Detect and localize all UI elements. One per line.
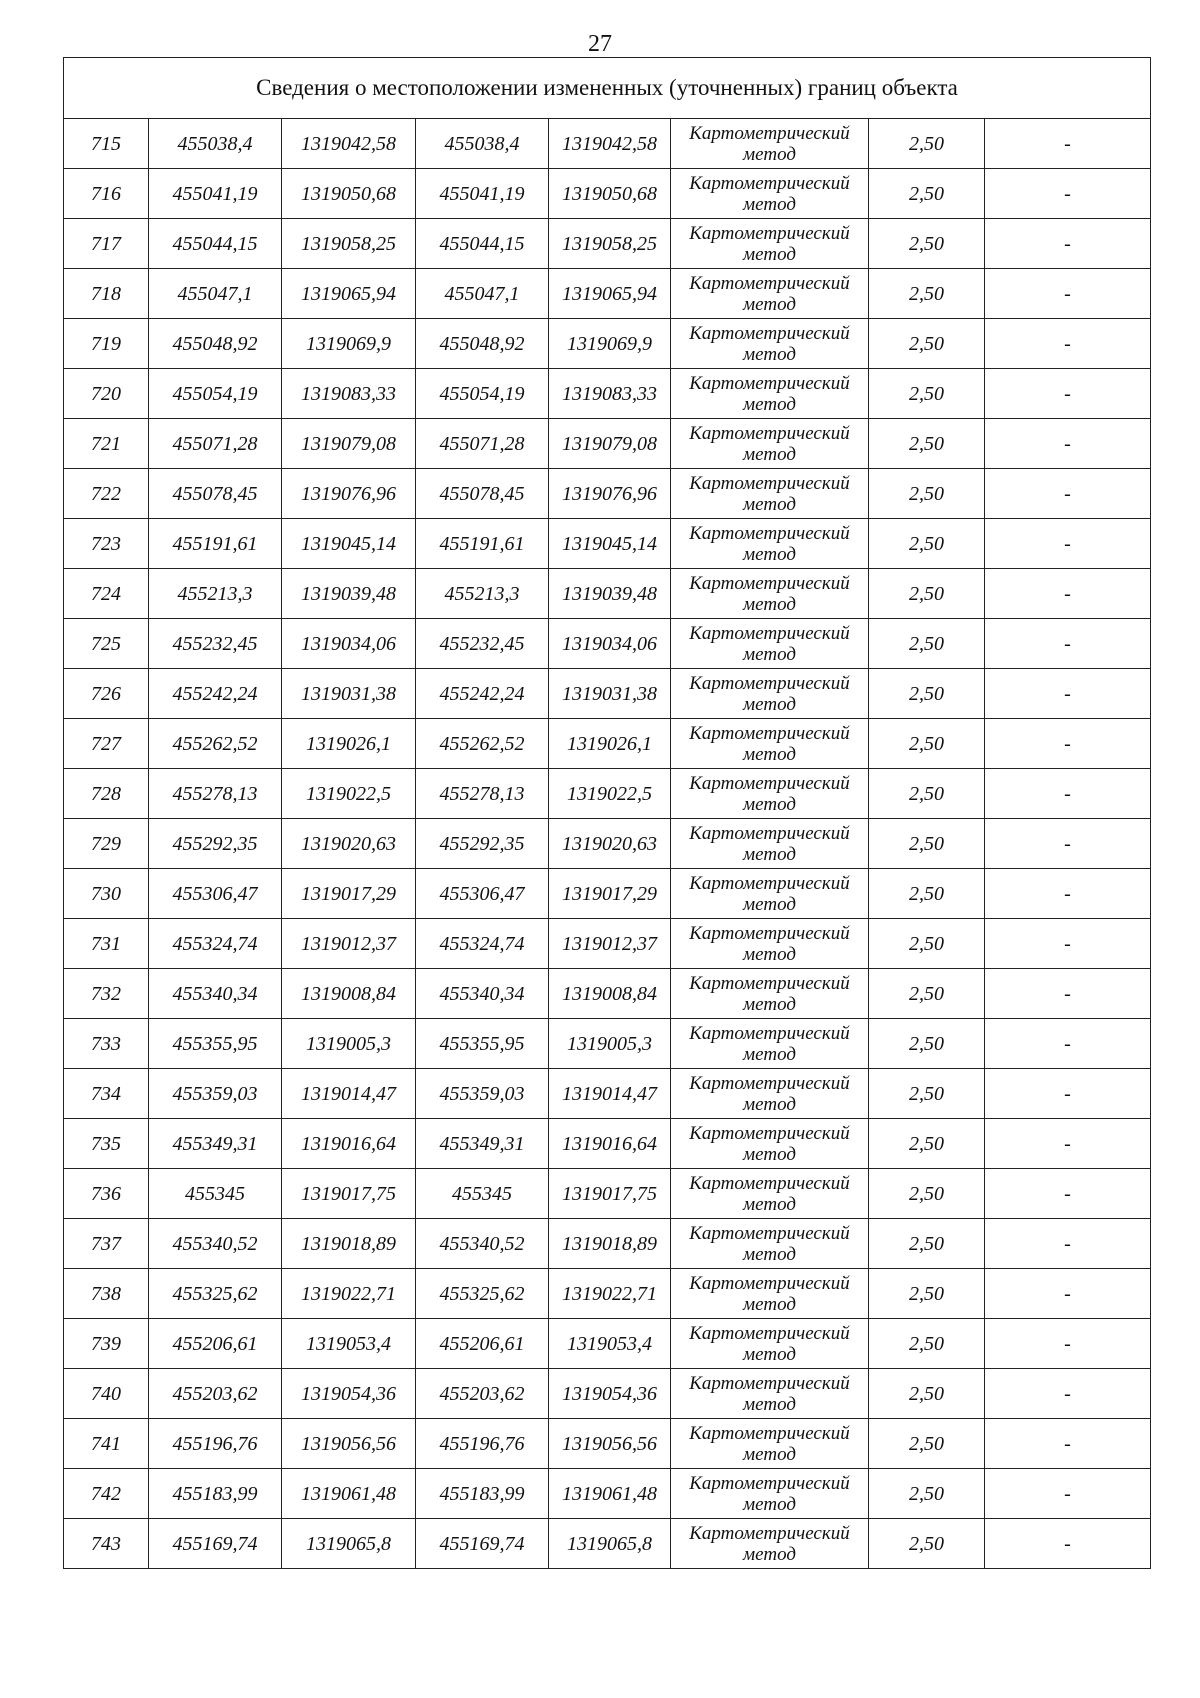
method-cell: Картометрический метод — [671, 469, 869, 519]
point-number-cell: 718 — [64, 269, 149, 319]
accuracy-cell: 2,50 — [869, 419, 985, 469]
note-cell: - — [985, 1519, 1151, 1569]
point-number-cell: 736 — [64, 1169, 149, 1219]
note-cell: - — [985, 1219, 1151, 1269]
y-coordinate-refined-cell: 1319053,4 — [549, 1319, 671, 1369]
accuracy-cell: 2,50 — [869, 619, 985, 669]
x-coordinate-existing-cell: 455213,3 — [149, 569, 282, 619]
y-coordinate-refined-cell: 1319065,8 — [549, 1519, 671, 1569]
x-coordinate-existing-cell: 455196,76 — [149, 1419, 282, 1469]
point-number-cell: 737 — [64, 1219, 149, 1269]
y-coordinate-existing-cell: 1319031,38 — [282, 669, 416, 719]
point-number-cell: 723 — [64, 519, 149, 569]
x-coordinate-refined-cell: 455292,35 — [416, 819, 549, 869]
accuracy-cell: 2,50 — [869, 969, 985, 1019]
x-coordinate-refined-cell: 455196,76 — [416, 1419, 549, 1469]
x-coordinate-refined-cell: 455278,13 — [416, 769, 549, 819]
point-number-cell: 717 — [64, 219, 149, 269]
y-coordinate-existing-cell: 1319079,08 — [282, 419, 416, 469]
x-coordinate-refined-cell: 455078,45 — [416, 469, 549, 519]
note-cell: - — [985, 469, 1151, 519]
y-coordinate-refined-cell: 1319054,36 — [549, 1369, 671, 1419]
x-coordinate-existing-cell: 455206,61 — [149, 1319, 282, 1369]
table-row — [64, 369, 1151, 419]
x-coordinate-existing-cell: 455292,35 — [149, 819, 282, 869]
table-row — [64, 1469, 1151, 1519]
table-row — [64, 1219, 1151, 1269]
note-cell: - — [985, 219, 1151, 269]
note-cell: - — [985, 419, 1151, 469]
note-cell: - — [985, 1119, 1151, 1169]
y-coordinate-refined-cell: 1319065,94 — [549, 269, 671, 319]
y-coordinate-existing-cell: 1319020,63 — [282, 819, 416, 869]
method-cell: Картометрический метод — [671, 1219, 869, 1269]
table-row — [64, 1419, 1151, 1469]
point-number-cell: 739 — [64, 1319, 149, 1369]
x-coordinate-existing-cell: 455349,31 — [149, 1119, 282, 1169]
y-coordinate-existing-cell: 1319042,58 — [282, 119, 416, 169]
x-coordinate-existing-cell: 455048,92 — [149, 319, 282, 369]
x-coordinate-existing-cell: 455324,74 — [149, 919, 282, 969]
y-coordinate-refined-cell: 1319039,48 — [549, 569, 671, 619]
accuracy-cell: 2,50 — [869, 719, 985, 769]
table-row — [64, 469, 1151, 519]
note-cell: - — [985, 969, 1151, 1019]
point-number-cell: 738 — [64, 1269, 149, 1319]
method-cell: Картометрический метод — [671, 519, 869, 569]
table-row — [64, 1169, 1151, 1219]
y-coordinate-existing-cell: 1319022,5 — [282, 769, 416, 819]
x-coordinate-refined-cell: 455054,19 — [416, 369, 549, 419]
note-cell: - — [985, 1169, 1151, 1219]
method-cell: Картометрический метод — [671, 1169, 869, 1219]
accuracy-cell: 2,50 — [869, 769, 985, 819]
point-number-cell: 724 — [64, 569, 149, 619]
table-row — [64, 569, 1151, 619]
y-coordinate-existing-cell: 1319056,56 — [282, 1419, 416, 1469]
x-coordinate-existing-cell: 455325,62 — [149, 1269, 282, 1319]
x-coordinate-refined-cell: 455340,52 — [416, 1219, 549, 1269]
method-cell: Картометрический метод — [671, 369, 869, 419]
x-coordinate-existing-cell: 455359,03 — [149, 1069, 282, 1119]
accuracy-cell: 2,50 — [869, 269, 985, 319]
method-cell: Картометрический метод — [671, 969, 869, 1019]
note-cell: - — [985, 669, 1151, 719]
x-coordinate-existing-cell: 455044,15 — [149, 219, 282, 269]
y-coordinate-refined-cell: 1319031,38 — [549, 669, 671, 719]
note-cell: - — [985, 1419, 1151, 1469]
x-coordinate-refined-cell: 455262,52 — [416, 719, 549, 769]
note-cell: - — [985, 1019, 1151, 1069]
x-coordinate-refined-cell: 455038,4 — [416, 119, 549, 169]
table-row — [64, 1519, 1151, 1569]
x-coordinate-existing-cell: 455340,52 — [149, 1219, 282, 1269]
table-row — [64, 219, 1151, 269]
accuracy-cell: 2,50 — [869, 869, 985, 919]
y-coordinate-existing-cell: 1319083,33 — [282, 369, 416, 419]
point-number-cell: 731 — [64, 919, 149, 969]
x-coordinate-refined-cell: 455232,45 — [416, 619, 549, 669]
method-cell: Картометрический метод — [671, 1469, 869, 1519]
note-cell: - — [985, 169, 1151, 219]
y-coordinate-refined-cell: 1319026,1 — [549, 719, 671, 769]
method-cell: Картометрический метод — [671, 1419, 869, 1469]
method-cell: Картометрический метод — [671, 1119, 869, 1169]
point-number-cell: 727 — [64, 719, 149, 769]
y-coordinate-refined-cell: 1319083,33 — [549, 369, 671, 419]
y-coordinate-refined-cell: 1319034,06 — [549, 619, 671, 669]
table-row — [64, 919, 1151, 969]
method-cell: Картометрический метод — [671, 719, 869, 769]
y-coordinate-refined-cell: 1319008,84 — [549, 969, 671, 1019]
note-cell: - — [985, 369, 1151, 419]
y-coordinate-existing-cell: 1319018,89 — [282, 1219, 416, 1269]
note-cell: - — [985, 1269, 1151, 1319]
accuracy-cell: 2,50 — [869, 1519, 985, 1569]
x-coordinate-refined-cell: 455044,15 — [416, 219, 549, 269]
x-coordinate-refined-cell: 455355,95 — [416, 1019, 549, 1069]
accuracy-cell: 2,50 — [869, 1169, 985, 1219]
method-cell: Картометрический метод — [671, 1069, 869, 1119]
y-coordinate-existing-cell: 1319022,71 — [282, 1269, 416, 1319]
table-row — [64, 519, 1151, 569]
y-coordinate-existing-cell: 1319065,8 — [282, 1519, 416, 1569]
table-row — [64, 1119, 1151, 1169]
accuracy-cell: 2,50 — [869, 669, 985, 719]
x-coordinate-existing-cell: 455232,45 — [149, 619, 282, 669]
x-coordinate-refined-cell: 455041,19 — [416, 169, 549, 219]
y-coordinate-existing-cell: 1319050,68 — [282, 169, 416, 219]
y-coordinate-refined-cell: 1319076,96 — [549, 469, 671, 519]
y-coordinate-refined-cell: 1319061,48 — [549, 1469, 671, 1519]
x-coordinate-refined-cell: 455306,47 — [416, 869, 549, 919]
accuracy-cell: 2,50 — [869, 369, 985, 419]
x-coordinate-existing-cell: 455340,34 — [149, 969, 282, 1019]
point-number-cell: 721 — [64, 419, 149, 469]
x-coordinate-refined-cell: 455345 — [416, 1169, 549, 1219]
note-cell: - — [985, 269, 1151, 319]
x-coordinate-existing-cell: 455242,24 — [149, 669, 282, 719]
x-coordinate-refined-cell: 455349,31 — [416, 1119, 549, 1169]
point-number-cell: 722 — [64, 469, 149, 519]
note-cell: - — [985, 819, 1151, 869]
x-coordinate-existing-cell: 455071,28 — [149, 419, 282, 469]
point-number-cell: 740 — [64, 1369, 149, 1419]
y-coordinate-refined-cell: 1319058,25 — [549, 219, 671, 269]
point-number-cell: 729 — [64, 819, 149, 869]
accuracy-cell: 2,50 — [869, 1269, 985, 1319]
x-coordinate-refined-cell: 455340,34 — [416, 969, 549, 1019]
method-cell: Картометрический метод — [671, 219, 869, 269]
point-number-cell: 730 — [64, 869, 149, 919]
point-number-cell: 735 — [64, 1119, 149, 1169]
x-coordinate-refined-cell: 455325,62 — [416, 1269, 549, 1319]
y-coordinate-existing-cell: 1319005,3 — [282, 1019, 416, 1069]
accuracy-cell: 2,50 — [869, 1469, 985, 1519]
y-coordinate-refined-cell: 1319014,47 — [549, 1069, 671, 1119]
note-cell: - — [985, 319, 1151, 369]
x-coordinate-existing-cell: 455038,4 — [149, 119, 282, 169]
x-coordinate-existing-cell: 455262,52 — [149, 719, 282, 769]
accuracy-cell: 2,50 — [869, 819, 985, 869]
table-row — [64, 869, 1151, 919]
method-cell: Картометрический метод — [671, 319, 869, 369]
point-number-cell: 728 — [64, 769, 149, 819]
y-coordinate-existing-cell: 1319054,36 — [282, 1369, 416, 1419]
table-row — [64, 269, 1151, 319]
table-row — [64, 969, 1151, 1019]
point-number-cell: 719 — [64, 319, 149, 369]
method-cell: Картометрический метод — [671, 1319, 869, 1369]
point-number-cell: 720 — [64, 369, 149, 419]
method-cell: Картометрический метод — [671, 819, 869, 869]
method-cell: Картометрический метод — [671, 669, 869, 719]
table-row — [64, 619, 1151, 669]
method-cell: Картометрический метод — [671, 1269, 869, 1319]
table-row — [64, 1369, 1151, 1419]
y-coordinate-existing-cell: 1319069,9 — [282, 319, 416, 369]
note-cell: - — [985, 919, 1151, 969]
x-coordinate-refined-cell: 455071,28 — [416, 419, 549, 469]
accuracy-cell: 2,50 — [869, 1219, 985, 1269]
y-coordinate-refined-cell: 1319005,3 — [549, 1019, 671, 1069]
table-row — [64, 319, 1151, 369]
point-number-cell: 734 — [64, 1069, 149, 1119]
note-cell: - — [985, 719, 1151, 769]
accuracy-cell: 2,50 — [869, 219, 985, 269]
y-coordinate-refined-cell: 1319045,14 — [549, 519, 671, 569]
accuracy-cell: 2,50 — [869, 1319, 985, 1369]
y-coordinate-refined-cell: 1319017,29 — [549, 869, 671, 919]
point-number-cell: 732 — [64, 969, 149, 1019]
y-coordinate-existing-cell: 1319045,14 — [282, 519, 416, 569]
y-coordinate-refined-cell: 1319012,37 — [549, 919, 671, 969]
method-cell: Картометрический метод — [671, 1369, 869, 1419]
x-coordinate-refined-cell: 455183,99 — [416, 1469, 549, 1519]
y-coordinate-refined-cell: 1319069,9 — [549, 319, 671, 369]
y-coordinate-existing-cell: 1319014,47 — [282, 1069, 416, 1119]
x-coordinate-refined-cell: 455206,61 — [416, 1319, 549, 1369]
note-cell: - — [985, 569, 1151, 619]
y-coordinate-existing-cell: 1319008,84 — [282, 969, 416, 1019]
point-number-cell: 726 — [64, 669, 149, 719]
note-cell: - — [985, 619, 1151, 669]
y-coordinate-existing-cell: 1319012,37 — [282, 919, 416, 969]
x-coordinate-refined-cell: 455213,3 — [416, 569, 549, 619]
note-cell: - — [985, 1069, 1151, 1119]
point-number-cell: 725 — [64, 619, 149, 669]
y-coordinate-existing-cell: 1319034,06 — [282, 619, 416, 669]
accuracy-cell: 2,50 — [869, 1419, 985, 1469]
method-cell: Картометрический метод — [671, 119, 869, 169]
method-cell: Картометрический метод — [671, 1519, 869, 1569]
y-coordinate-existing-cell: 1319026,1 — [282, 719, 416, 769]
y-coordinate-refined-cell: 1319050,68 — [549, 169, 671, 219]
y-coordinate-existing-cell: 1319065,94 — [282, 269, 416, 319]
x-coordinate-existing-cell: 455306,47 — [149, 869, 282, 919]
y-coordinate-refined-cell: 1319022,5 — [549, 769, 671, 819]
x-coordinate-existing-cell: 455041,19 — [149, 169, 282, 219]
point-number-cell: 741 — [64, 1419, 149, 1469]
method-cell: Картометрический метод — [671, 869, 869, 919]
y-coordinate-refined-cell: 1319017,75 — [549, 1169, 671, 1219]
method-cell: Картометрический метод — [671, 169, 869, 219]
note-cell: - — [985, 1369, 1151, 1419]
table-row — [64, 819, 1151, 869]
coordinates-table — [63, 57, 1151, 1569]
y-coordinate-existing-cell: 1319053,4 — [282, 1319, 416, 1369]
page-number: 27 — [588, 31, 612, 57]
table-row — [64, 719, 1151, 769]
x-coordinate-existing-cell: 455345 — [149, 1169, 282, 1219]
x-coordinate-existing-cell: 455278,13 — [149, 769, 282, 819]
y-coordinate-existing-cell: 1319017,29 — [282, 869, 416, 919]
x-coordinate-refined-cell: 455242,24 — [416, 669, 549, 719]
y-coordinate-existing-cell: 1319061,48 — [282, 1469, 416, 1519]
note-cell: - — [985, 869, 1151, 919]
method-cell: Картометрический метод — [671, 619, 869, 669]
accuracy-cell: 2,50 — [869, 119, 985, 169]
x-coordinate-existing-cell: 455191,61 — [149, 519, 282, 569]
table-title-row — [64, 58, 1151, 119]
method-cell: Картометрический метод — [671, 269, 869, 319]
accuracy-cell: 2,50 — [869, 169, 985, 219]
note-cell: - — [985, 519, 1151, 569]
table-row — [64, 1019, 1151, 1069]
y-coordinate-refined-cell: 1319020,63 — [549, 819, 671, 869]
accuracy-cell: 2,50 — [869, 469, 985, 519]
accuracy-cell: 2,50 — [869, 919, 985, 969]
y-coordinate-refined-cell: 1319022,71 — [549, 1269, 671, 1319]
x-coordinate-existing-cell: 455183,99 — [149, 1469, 282, 1519]
method-cell: Картометрический метод — [671, 769, 869, 819]
accuracy-cell: 2,50 — [869, 1069, 985, 1119]
accuracy-cell: 2,50 — [869, 569, 985, 619]
table-row — [64, 669, 1151, 719]
accuracy-cell: 2,50 — [869, 1119, 985, 1169]
table-row — [64, 1269, 1151, 1319]
x-coordinate-refined-cell: 455324,74 — [416, 919, 549, 969]
point-number-cell: 715 — [64, 119, 149, 169]
y-coordinate-existing-cell: 1319017,75 — [282, 1169, 416, 1219]
y-coordinate-refined-cell: 1319018,89 — [549, 1219, 671, 1269]
x-coordinate-refined-cell: 455169,74 — [416, 1519, 549, 1569]
x-coordinate-existing-cell: 455047,1 — [149, 269, 282, 319]
accuracy-cell: 2,50 — [869, 1369, 985, 1419]
x-coordinate-existing-cell: 455078,45 — [149, 469, 282, 519]
y-coordinate-refined-cell: 1319056,56 — [549, 1419, 671, 1469]
note-cell: - — [985, 119, 1151, 169]
x-coordinate-existing-cell: 455203,62 — [149, 1369, 282, 1419]
x-coordinate-refined-cell: 455359,03 — [416, 1069, 549, 1119]
table-row — [64, 119, 1151, 169]
x-coordinate-refined-cell: 455191,61 — [416, 519, 549, 569]
method-cell: Картометрический метод — [671, 569, 869, 619]
table-row — [64, 169, 1151, 219]
y-coordinate-refined-cell: 1319042,58 — [549, 119, 671, 169]
point-number-cell: 733 — [64, 1019, 149, 1069]
y-coordinate-existing-cell: 1319058,25 — [282, 219, 416, 269]
method-cell: Картометрический метод — [671, 1019, 869, 1069]
x-coordinate-refined-cell: 455048,92 — [416, 319, 549, 369]
table-title: Сведения о местоположении измененных (уточненных) границ объекта — [64, 58, 1151, 119]
x-coordinate-existing-cell: 455054,19 — [149, 369, 282, 419]
accuracy-cell: 2,50 — [869, 519, 985, 569]
table-row — [64, 769, 1151, 819]
y-coordinate-existing-cell: 1319076,96 — [282, 469, 416, 519]
y-coordinate-existing-cell: 1319016,64 — [282, 1119, 416, 1169]
x-coordinate-existing-cell: 455355,95 — [149, 1019, 282, 1069]
point-number-cell: 743 — [64, 1519, 149, 1569]
y-coordinate-refined-cell: 1319016,64 — [549, 1119, 671, 1169]
note-cell: - — [985, 769, 1151, 819]
x-coordinate-existing-cell: 455169,74 — [149, 1519, 282, 1569]
note-cell: - — [985, 1319, 1151, 1369]
y-coordinate-existing-cell: 1319039,48 — [282, 569, 416, 619]
x-coordinate-refined-cell: 455203,62 — [416, 1369, 549, 1419]
point-number-cell: 716 — [64, 169, 149, 219]
accuracy-cell: 2,50 — [869, 1019, 985, 1069]
table-row — [64, 1069, 1151, 1119]
method-cell: Картометрический метод — [671, 919, 869, 969]
note-cell: - — [985, 1469, 1151, 1519]
method-cell: Картометрический метод — [671, 419, 869, 469]
y-coordinate-refined-cell: 1319079,08 — [549, 419, 671, 469]
x-coordinate-refined-cell: 455047,1 — [416, 269, 549, 319]
table-row — [64, 419, 1151, 469]
point-number-cell: 742 — [64, 1469, 149, 1519]
table-row — [64, 1319, 1151, 1369]
accuracy-cell: 2,50 — [869, 319, 985, 369]
